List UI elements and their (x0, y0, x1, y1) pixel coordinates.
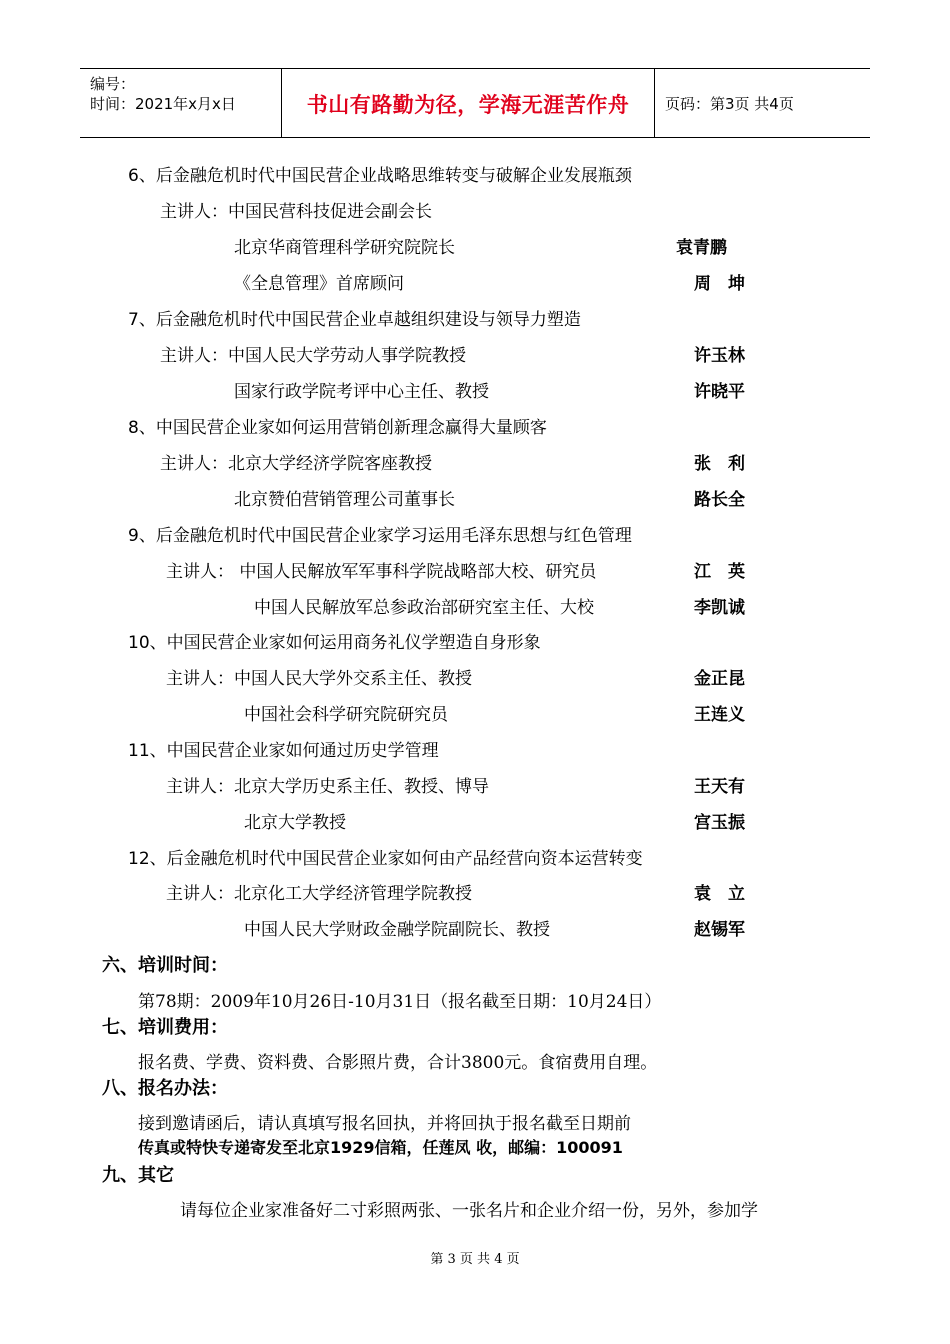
speaker-org: 中国社会科学研究院研究员 (244, 705, 448, 725)
other-text: 请每位企业家准备好二寸彩照两张、一张名片和企业介绍一份，另外，参加学 (180, 1201, 758, 1221)
speaker-org: 北京华商管理科学研究院院长 (234, 238, 455, 258)
speaker-name: 宫玉振 (694, 813, 745, 833)
registration-address: 传真或特快专递寄发至北京1929信箱，任莲凤 收，邮编：100091 (138, 1138, 623, 1157)
speaker-name: 王连义 (694, 705, 745, 725)
training-time-text: 第78期：2009年10月26日-10月31日（报名截至日期：10月24日） (138, 992, 662, 1012)
topic-title: 7、后金融危机时代中国民营企业卓越组织建设与领导力塑造 (128, 310, 581, 330)
speaker-name: 王天有 (694, 777, 745, 797)
section-title-training-fee: 七、培训费用： (102, 1017, 228, 1038)
page-header (80, 68, 870, 138)
time-label: 时间：2021年x月x日 (90, 95, 236, 113)
topic-title: 12、后金融危机时代中国民营企业家如何由产品经营向资本运营转变 (128, 849, 643, 869)
header-motto-cell (282, 69, 655, 137)
speaker-name: 金正昆 (694, 669, 745, 689)
speaker-name: 路长全 (694, 490, 745, 510)
speaker-org: 主讲人： 中国人民解放军军事科学院战略部大校、研究员 (166, 562, 597, 582)
speaker-name: 许晓平 (694, 382, 745, 402)
speaker-org: 中国人民大学财政金融学院副院长、教授 (244, 920, 550, 940)
topic-title: 8、中国民营企业家如何运用营销创新理念赢得大量顾客 (128, 418, 547, 438)
speaker-name: 张 利 (694, 454, 745, 474)
section-title-other: 九、其它 (102, 1165, 174, 1186)
motto: 书山有路勤为径，学海无涯苦作舟 (306, 93, 630, 117)
speaker-org: 国家行政学院考评中心主任、教授 (234, 382, 489, 402)
section-title-training-time: 六、培训时间： (102, 955, 228, 976)
speaker-org: 主讲人：北京化工大学经济管理学院教授 (166, 884, 472, 904)
header-left-cell (80, 69, 282, 137)
topic-title: 10、中国民营企业家如何运用商务礼仪学塑造自身形象 (128, 633, 541, 653)
topic-title: 6、后金融危机时代中国民营企业战略思维转变与破解企业发展瓶颈 (128, 166, 632, 186)
speaker-org: 主讲人：北京大学历史系主任、教授、博导 (166, 777, 489, 797)
speaker-name: 袁青鹏 (676, 238, 727, 258)
speaker-name: 周 坤 (694, 274, 745, 294)
speaker-org: 《全息管理》首席顾问 (234, 274, 404, 294)
speaker-org: 中国人民解放军总参政治部研究室主任、大校 (254, 598, 594, 618)
section-title-registration: 八、报名办法： (102, 1078, 228, 1099)
speaker-name: 赵锡军 (694, 920, 745, 940)
topic-title: 9、后金融危机时代中国民营企业家学习运用毛泽东思想与红色管理 (128, 526, 632, 546)
speaker-org: 主讲人：北京大学经济学院客座教授 (160, 454, 432, 474)
header-right-cell (655, 69, 870, 137)
speaker-org: 北京大学教授 (244, 813, 346, 833)
registration-text: 接到邀请函后，请认真填写报名回执，并将回执于报名截至日期前 (138, 1114, 631, 1134)
speaker-name: 袁 立 (694, 884, 745, 904)
page-code: 页码：第3页 共4页 (665, 95, 794, 113)
speaker-org: 北京赞伯营销管理公司董事长 (234, 490, 455, 510)
number-label: 编号： (90, 75, 136, 93)
speaker-org: 主讲人：中国人民大学劳动人事学院教授 (160, 346, 466, 366)
speaker-name: 江 英 (694, 562, 745, 582)
page-footer: 第 3 页 共 4 页 (430, 1252, 520, 1267)
speaker-org: 主讲人：中国人民大学外交系主任、教授 (166, 669, 472, 689)
speaker-name: 许玉林 (694, 346, 745, 366)
speaker-org: 主讲人：中国民营科技促进会副会长 (160, 202, 432, 222)
topic-title: 11、中国民营企业家如何通过历史学管理 (128, 741, 439, 761)
training-fee-text: 报名费、学费、资料费、合影照片费，合计3800元。食宿费用自理。 (138, 1053, 658, 1073)
speaker-name: 李凯诚 (694, 598, 745, 618)
